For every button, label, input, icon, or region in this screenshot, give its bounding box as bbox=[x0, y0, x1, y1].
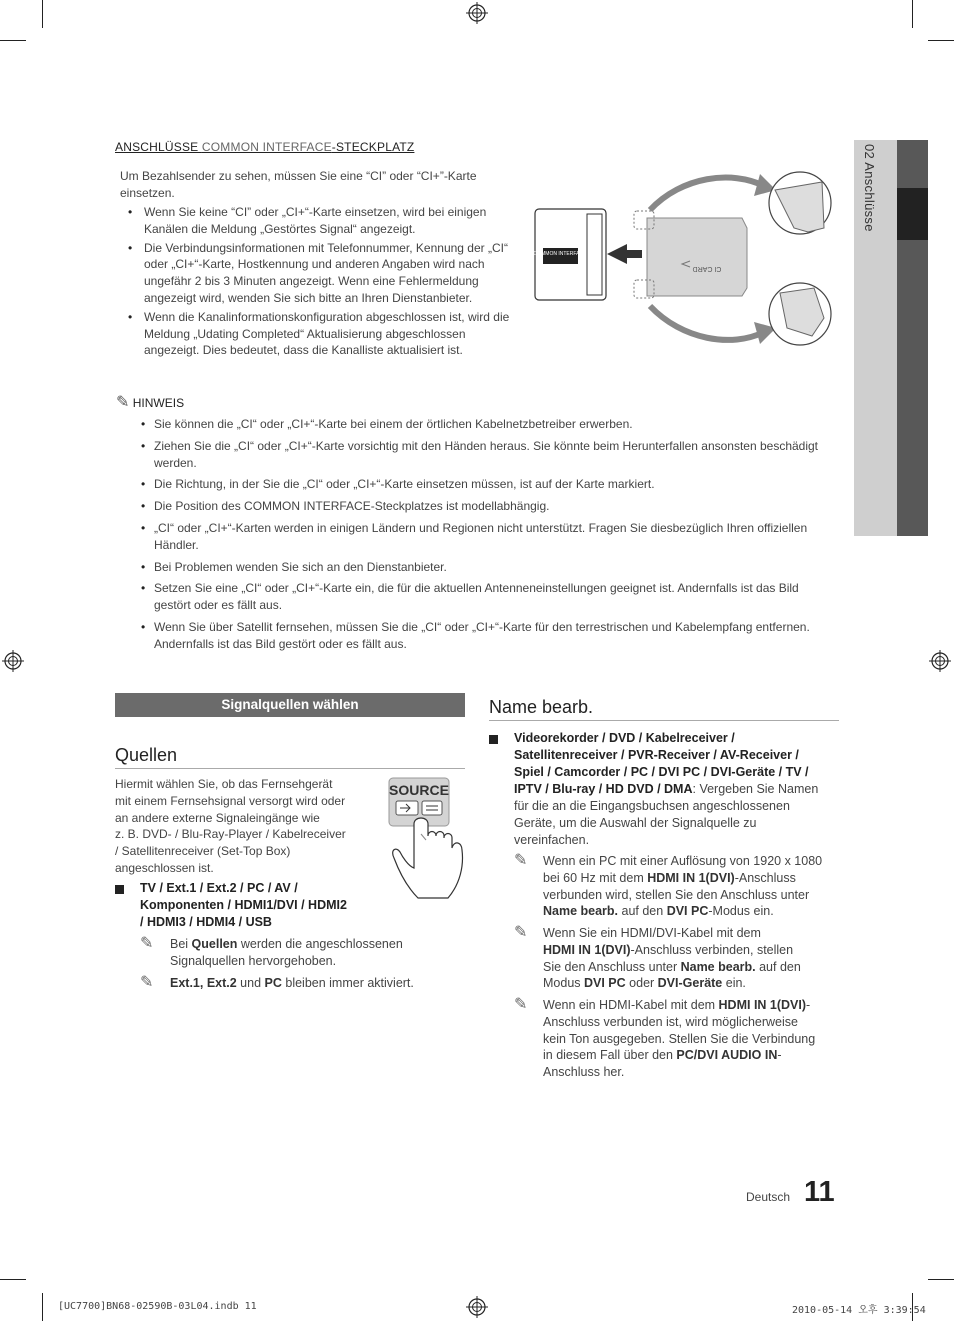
square-bullet-icon bbox=[115, 885, 124, 894]
svg-text:SOURCE: SOURCE bbox=[389, 782, 449, 798]
list-item: • Sie können die „CI“ oder „CI+“-Karte bei einem der örtlichen Kabelnetzbetreiber erwerben. bbox=[114, 416, 838, 433]
note-pencil-icon: ✎ bbox=[140, 935, 154, 952]
ci-intro: Um Bezahlsender zu sehen, müssen Sie eine “CI” oder “CI+”-Karte einsetzen. bbox=[120, 169, 477, 200]
hinweis-list bbox=[114, 416, 838, 658]
list-item: • Wenn Sie keine “CI” oder „CI+“-Karte einsetzen, wird bei einigen Kanälen die Meldung „Gestörtes Signal“ angezeigt. bbox=[120, 204, 520, 238]
print-date: 2010-05-14 오후 3:39:54 bbox=[792, 1305, 926, 1316]
crop-mark bbox=[912, 0, 913, 28]
quellen-note-1: Bei Quellen werden die angeschlossenen Signalquellen hervorgehoben. bbox=[170, 937, 403, 968]
ci-section-heading: ANSCHLÜSSE COMMON INTERFACE-STECKPLATZ bbox=[115, 140, 415, 154]
list-item: • Die Verbindungsinformationen mit Telefonnummer, Kennung der „CI“ oder „CI+“-Karte, Hostkennung und anderen Angaben wird nach ungefähr 2 bis 3 Minuten angezeigt. Wenn eine Fehlermeldung angezeigt wird, wenden Sie sich bitte an Ihren Dienstanbieter. bbox=[120, 240, 520, 307]
source-button-illustration bbox=[386, 776, 468, 908]
crop-mark bbox=[0, 1279, 26, 1280]
svg-text:COMMON INTERFACE: COMMON INTERFACE bbox=[533, 251, 587, 257]
ci-bullet-list bbox=[120, 204, 520, 361]
list-item: • Bei Problemen wenden Sie sich an den Dienstanbieter. bbox=[114, 559, 838, 576]
crop-mark bbox=[928, 40, 954, 41]
print-file-info: [UC7700]BN68-02590B-03L04.indb 11 bbox=[58, 1301, 257, 1312]
note-pencil-icon: ✎ bbox=[514, 924, 528, 941]
registration-mark-icon bbox=[2, 650, 24, 672]
note-pencil-icon: ✎ bbox=[514, 852, 528, 869]
registration-mark-icon bbox=[929, 650, 951, 672]
page-number: 11 bbox=[804, 1176, 835, 1208]
registration-mark-icon bbox=[466, 2, 488, 24]
page-language: Deutsch bbox=[746, 1190, 791, 1204]
list-item: • „CI“ oder „CI+“-Karten werden in einigen Ländern und Regionen nicht unterstützt. Fragen Sie diesbezüglich Ihren offiziellen Händler. bbox=[114, 520, 838, 554]
note-pencil-icon: ✎ bbox=[116, 394, 130, 411]
chapter-label: 02 Anschlüsse bbox=[862, 144, 877, 232]
hinweis-heading: ✎ HINWEIS bbox=[116, 394, 185, 411]
list-item: • Setzen Sie eine „CI“ oder „CI+“-Karte ein, die für die aktuellen Antenneneinstellungen geeignet ist. Andernfalls ist das Bild gestört oder es fällt aus. bbox=[114, 580, 838, 614]
name-bearb-note-3: Wenn ein HDMI-Kabel mit dem HDMI IN 1(DVI)- Anschluss verbunden ist, wird möglicherweise kein Ton ausgegeben. Stellen Sie die Verbindung in diesem Fall über den PC/DVI AUDIO IN- Anschluss her. bbox=[543, 998, 816, 1080]
note-pencil-icon: ✎ bbox=[514, 996, 528, 1013]
divider bbox=[489, 720, 839, 721]
list-item: • Die Richtung, in der Sie die „CI“ oder „CI+“-Karte einsetzen müssen, ist auf der Karte markiert. bbox=[114, 476, 838, 493]
name-bearb-note-2: Wenn Sie ein HDMI/DVI-Kabel mit dem HDMI IN 1(DVI)-Anschluss verbinden, stellen Sie den Anschluss unter Name bearb. auf den Modus DVI PC oder DVI-Geräte ein. bbox=[543, 926, 801, 991]
name-bearb-title: Name bearb. bbox=[489, 697, 594, 717]
quellen-title: Quellen bbox=[115, 745, 178, 765]
divider bbox=[115, 768, 465, 769]
square-bullet-icon bbox=[489, 735, 498, 744]
list-item: • Wenn Sie über Satellit fernsehen, müssen Sie die „CI“ oder „CI+“-Karte für den terrestrischen und Kabelempfang entfernen. Andernfalls ist das Bild gestört oder es fällt aus. bbox=[114, 619, 838, 653]
list-item: • Ziehen Sie die „CI“ oder „CI+“-Karte vorsichtig mit den Händen heraus. Sie könnte beim Herunterfallen ansonsten beschädigt werden. bbox=[114, 438, 838, 472]
section-title-bar: Signalquellen wählen bbox=[115, 693, 465, 717]
registration-mark-icon bbox=[466, 1296, 488, 1318]
name-bearb-note-1: Wenn ein PC mit einer Auflösung von 1920 x 1080 bei 60 Hz mit dem HDMI IN 1(DVI)-Anschluss verbunden wird, stellen Sie den Anschluss unter Name bearb. auf den DVI PC-Modus ein. bbox=[543, 854, 823, 919]
crop-mark bbox=[928, 1279, 954, 1280]
svg-text:CI CARD: CI CARD bbox=[692, 265, 722, 272]
chapter-side-tab-marker bbox=[897, 188, 928, 240]
crop-mark bbox=[0, 40, 26, 41]
list-item: • Wenn die Kanalinformationskonfiguration abgeschlossen ist, wird die Meldung „Udating Completed“ Aktualisierung abgeschlossen angezeigt. Dies bedeutet, dass die Kanalliste aktualisiert ist. bbox=[120, 309, 520, 359]
crop-mark bbox=[42, 1293, 43, 1321]
name-bearb-device-list: Videorekorder / DVD / Kabelreceiver / Satellitenreceiver / PVR-Receiver / AV-Receiver / Spiel / Camcorder / PC / DVI PC / DVI-Geräte / TV / IPTV / Blu-ray / HD DVD / DMA: Vergeben Sie Namen für die an die Eingangsbuchsen angeschlossenen Geräte, um die Auswahl der Signalquelle zu vereinfachen. bbox=[514, 731, 819, 847]
quellen-source-list: TV / Ext.1 / Ext.2 / PC / AV / Komponenten / HDMI1/DVI / HDMI2 / HDMI3 / HDMI4 / USB bbox=[140, 881, 347, 929]
crop-mark bbox=[42, 0, 43, 28]
note-pencil-icon: ✎ bbox=[140, 974, 154, 991]
ci-card-illustration bbox=[532, 168, 836, 354]
list-item: • Die Position des COMMON INTERFACE-Steckplatzes ist modellabhängig. bbox=[114, 498, 838, 515]
quellen-note-2: Ext.1, Ext.2 und PC bleiben immer aktiviert. bbox=[170, 976, 414, 990]
quellen-description: Hiermit wählen Sie, ob das Fernsehgerät mit einem Fernsehsignal versorgt wird oder an andere externe Signaleingänge wie z. B. DVD- / Blu-Ray-Player / Kabelreceiver / Satellitenreceiver (Set-Top Box) angeschlossen ist. bbox=[115, 777, 346, 875]
